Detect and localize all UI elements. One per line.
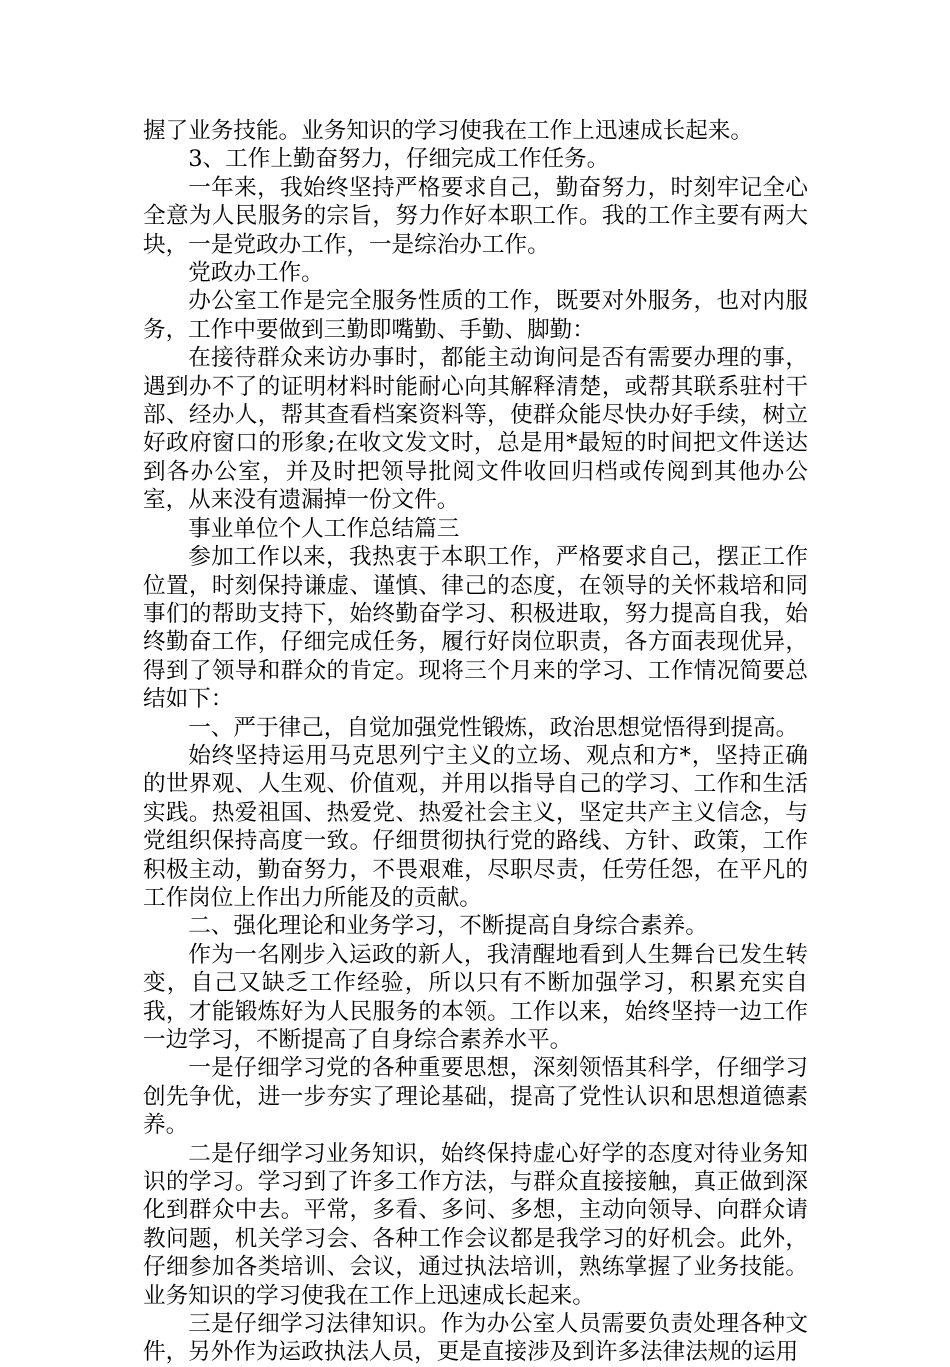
paragraph: 作为一名刚步入运政的新人，我清醒地看到人生舞台已发生转变，自己又缺乏工作经验，所以只有不断加强学习，积累充实自我，才能锻炼好为人民服务的本领。工作以来，始终坚持一边工作一边学习，不断提高了自身综合素养水平。 <box>143 941 808 1053</box>
paragraph: 参加工作以来，我热衷于本职工作，严格要求自己，摆正工作位置，时刻保持谦虚、谨慎、律己的态度，在领导的关怀栽培和同事们的帮助支持下，始终勤奋学习、积极进取，努力提高自我，始终勤奋工作，仔细完成任务，履行好岗位职责，各方面表现优异，得到了领导和群众的肯定。现将三个月来的学习、工作情况简要总结如下： <box>143 544 808 713</box>
paragraph: 握了业务技能。业务知识的学习使我在工作上迅速成长起来。 <box>143 118 754 144</box>
paragraph: 三是仔细学习法律知识。作为办公室人员需要负责处理各种文件，另外作为运政执法人员，更是直接涉及到许多法律法规的运用 <box>143 1311 808 1366</box>
paragraph: 3、工作上勤奋努力，仔细完成工作任务。 <box>188 146 610 173</box>
section-heading: 事业单位个人工作总结篇三 <box>188 515 460 542</box>
paragraph: 在接待群众来访办事时，都能主动询问是否有需要办理的事，遇到办不了的证明材料时能耐心向其解释清楚，或帮其联系驻村干部、经办人，帮其查看档案资料等，使群众能尽快办好手续，树立好政府窗口的形象;在收文发文时，总是用*最短的时间把文件送达到各办公室，并及时把领导批阅文件收回归档或传阅到其他办公室，从来没有遗漏掉一份文件。 <box>143 345 808 514</box>
paragraph: 办公室工作是完全服务性质的工作，既要对外服务，也对内服务，工作中要做到三勤即嘴勤、手勤、脚勤： <box>143 288 808 343</box>
paragraph: 始终坚持运用马克思列宁主义的立场、观点和方*，坚持正确的世界观、人生观、价值观，并用以指导自己的学习、工作和生活实践。热爱祖国、热爱党、热爱社会主义，坚定共产主义信念，与党组织保持高度一致。仔细贯彻执行党的路线、方针、政策，工作积极主动，勤奋努力，不畏艰难，尽职尽责，任劳任怨，在平凡的工作岗位上作出力所能及的贡献。 <box>143 742 808 911</box>
document-body <box>143 117 808 1367</box>
paragraph: 一、严于律己，自觉加强党性锻炼，政治思想觉悟得到提高。 <box>188 714 799 741</box>
paragraph: 二、强化理论和业务学习，不断提高自身综合素养。 <box>188 913 708 940</box>
paragraph: 一年来，我始终坚持严格要求自己，勤奋努力，时刻牢记全心全意为人民服务的宗旨，努力作好本职工作。我的工作主要有两大块，一是党政办工作，一是综治办工作。 <box>143 174 808 258</box>
paragraph: 二是仔细学习业务知识，始终保持虚心好学的态度对待业务知识的学习。学习到了许多工作方法，与群众直接接触，真正做到深化到群众中去。平常，多看、多问、多想，主动向领导、向群众请教问题，机关学习会、各种工作会议都是我学习的好机会。此外，仔细参加各类培训、会议，通过执法培训，熟练掌握了业务技能。业务知识的学习使我在工作上迅速成长起来。 <box>143 1140 808 1309</box>
paragraph: 一是仔细学习党的各种重要思想，深刻领悟其科学，仔细学习创先争优，进一步夯实了理论基础，提高了党性认识和思想道德素养。 <box>143 1055 808 1139</box>
paragraph: 党政办工作。 <box>188 260 324 287</box>
